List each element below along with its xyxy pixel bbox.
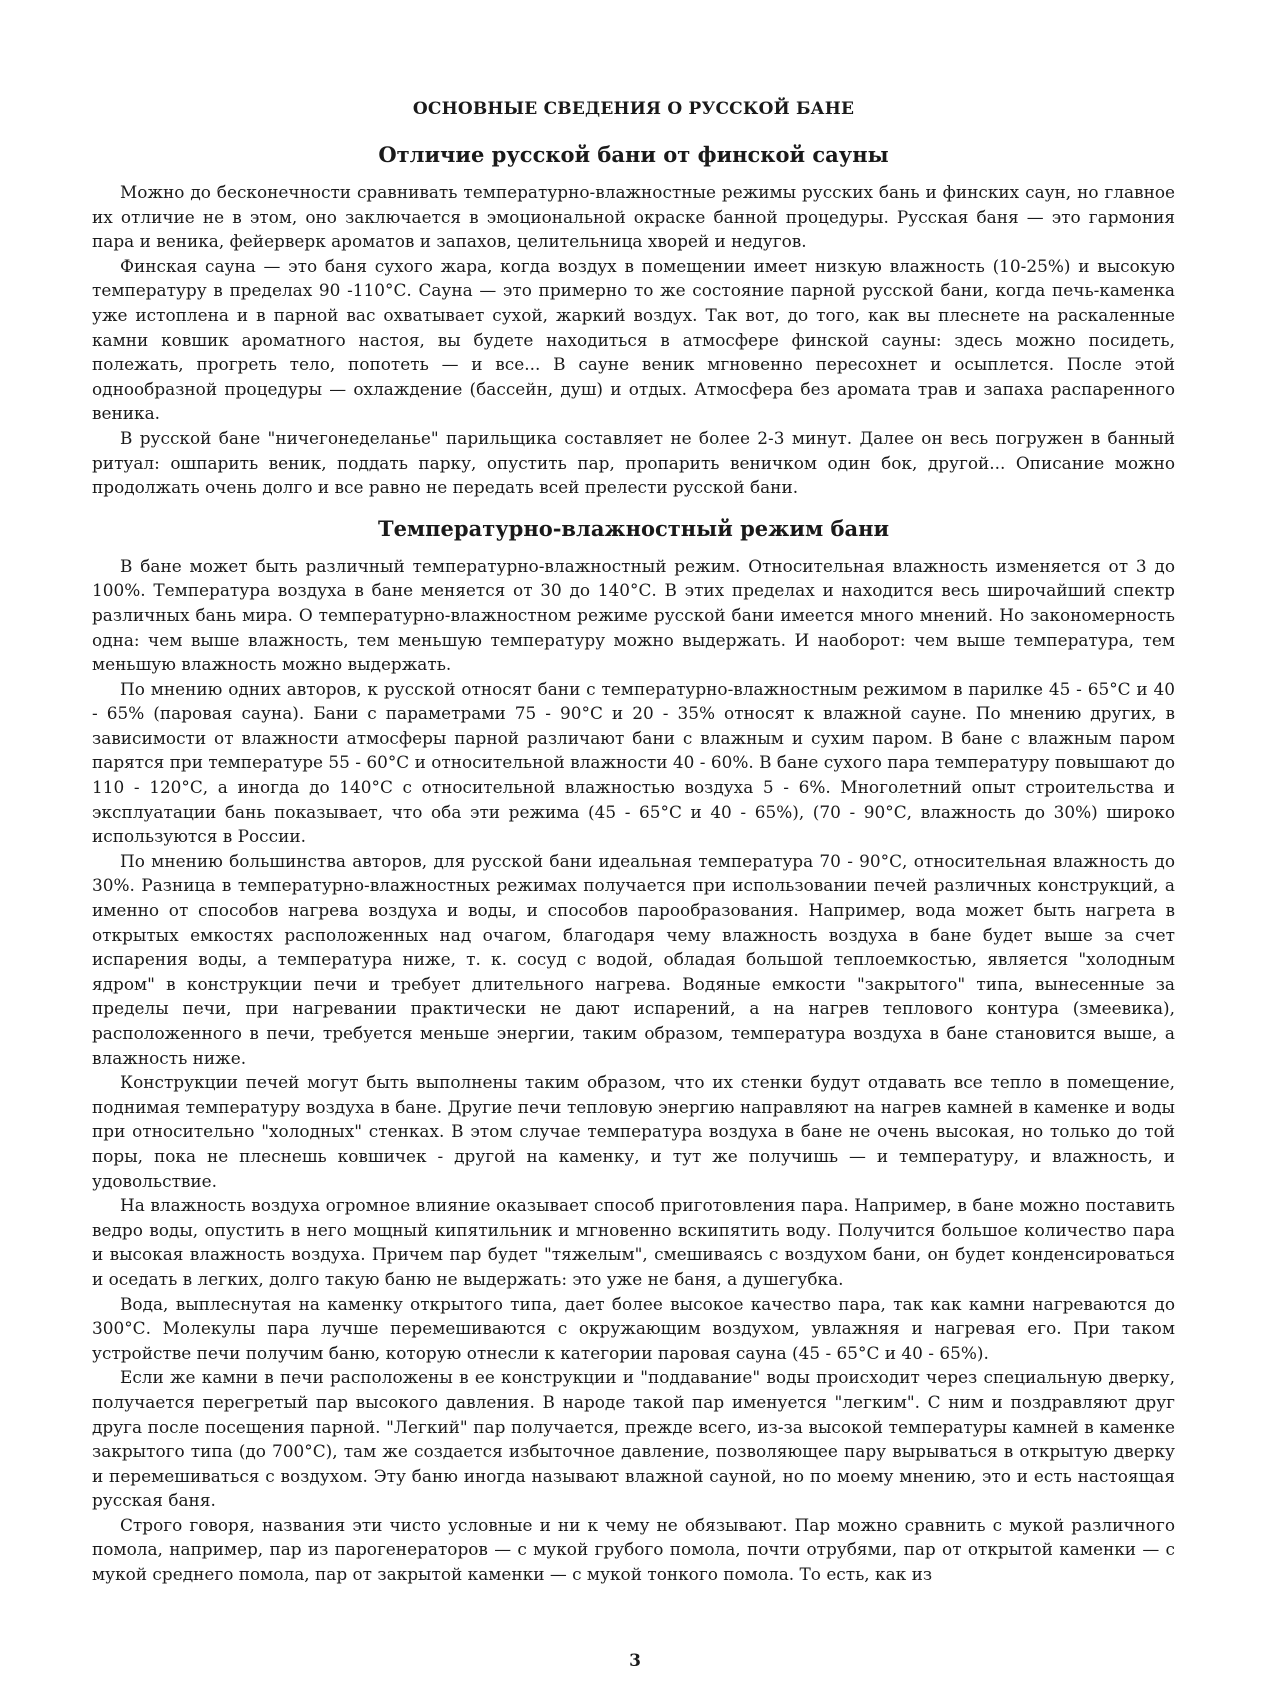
chapter-title: ОСНОВНЫЕ СВЕДЕНИЯ О РУССКОЙ БАНЕ [412,99,855,119]
section-title-1: Отличие русской бани от финской сауны [378,142,889,167]
paragraph: Конструкции печей могут быть выполнены таким образом, что их стенки будут отдавать все тепло в помещение, поднимая температуру воздуха в бане. Другие печи тепловую энергию направляют на нагрев камней в каменке и воды при относительно "холодных" стенках. В этом случае температура воздуха в бане не очень высокая, но только до той поры, пока не плеснешь ковшичек - другой на каменку, и тут же получишь — и температуру, и влажность, и удовольствие. [92,1072,1175,1191]
paragraph: В русской бане "ничегонеделанье" парильщика составляет не более 2-3 минут. Далее он весь погружен в банный ритуал: ошпарить веник, поддать парку, опустить пар, пропарить веничком один бок, другой... Описание можно продолжать очень долго и все равно не передать всей прелести русской бани. [92,427,1175,498]
paragraph: На влажность воздуха огромное влияние оказывает способ приготовления пара. Например, в бане можно поставить ведро воды, опустить в него мощный кипятильник и мгновенно вскипятить воду. Получится большое количество пара и высокая влажность воздуха. Причем пар будет "тяжелым", смешиваясь с воздухом бани, он будет конденсироваться и оседать в легких, долго такую баню не выдержать: это уже не баня, а душегубка. [92,1195,1175,1289]
paragraph: Если же камни в печи расположены в ее конструкции и "поддавание" воды происходит через специальную дверку, получается перегретый пар высокого давления. В народе такой пар именуется "легким". С ним и поздравляют друг друга после посещения парной. "Легкий" пар получается, прежде всего, из-за высокой температуры камней в каменке закрытого типа (до 700°С), там же создается избыточное давление, позволяющее пару вырываться в открытую дверку и перемешиваться с воздухом. Эту баню иногда называют влажной сауной, но по моему мнению, это и есть настоящая русская баня. [92,1367,1175,1511]
page-number: 3 [629,1651,641,1671]
paragraph: По мнению одних авторов, к русской относят бани с температурно-влажностным режимом в парилке 45 - 65°С и 40 - 65% (паровая сауна). Бани с параметрами 75 - 90°С и 20 - 35% относят к влажной сауне. По мнению других, в зависимости от влажности атмосферы парной различают бани с влажным и сухим паром. В бане с влажным паром парятся при температуре 55 - 60°С и относительной влажности 40 - 60%. В бане сухого пара температуру повышают до 110 - 120°С, а иногда до 140°С с относительной влажностью воздуха 5 - 6%. Многолетний опыт строительства и эксплуатации бань показывает, что оба эти режима (45 - 65°С и 40 - 65%), (70 - 90°С, влажность до 30%) широко используются в России. [92,678,1175,847]
page-content [92,98,1175,1587]
paragraph: По мнению большинства авторов, для русской бани идеальная температура 70 - 90°С, относительная влажность до 30%. Разница в температурно-влажностных режимах получается при использовании печей различных конструкций, а именно от способов нагрева воздуха и воды, и способов парообразования. Например, вода может быть нагрета в открытых емкостях расположенных над очагом, благодаря чему влажность воздуха в бане будет выше за счет испарения воды, а температура ниже, т. к. сосуд с водой, обладая большой теплоемкостью, является "холодным ядром" в конструкции печи и требует длительного нагрева. Водяные емкости "закрытого" типа, вынесенные за пределы печи, при нагревании практически не дают испарений, а на нагрев теплового контура (змеевика), расположенного в печи, требуется меньше энергии, таким образом, температура воздуха в бане становится выше, а влажность ниже. [92,850,1175,1068]
paragraph: Финская сауна — это баня сухого жара, когда воздух в помещении имеет низкую влажность (10-25%) и высокую температуру в пределах 90 -110°С. Сауна — это примерно то же состояние парной русской бани, когда печь-каменка уже истоплена и в парной вас охватывает сухой, жаркий воздух. Так вот, до того, как вы плеснете на раскаленные камни ковшик ароматного настоя, вы будете находиться в атмосфере финской сауны: здесь можно посидеть, полежать, прогреть тело, попотеть — и все... В сауне веник мгновенно пересохнет и осыплется. После этой однообразной процедуры — охлаждение (бассейн, душ) и отдых. Атмосфера без аромата трав и запаха распаренного веника. [92,255,1175,424]
paragraph: Можно до бесконечности сравнивать температурно-влажностные режимы русских бань и финских саун, но главное их отличие не в этом, оно заключается в эмоциональной окраске банной процедуры. Русская баня — это гармония пара и веника, фейерверк ароматов и запахов, целительница хворей и недугов. [92,182,1175,252]
paragraph: В бане может быть различный температурно-влажностный режим. Относительная влажность изменяется от 3 до 100%. Температура воздуха в бане меняется от 30 до 140°С. В этих пределах и находится весь широчайший спектр различных бань мира. О температурно-влажностном режиме русской бани имеется много мнений. Но закономерность одна: чем выше влажность, тем меньшую температуру можно выдержать. И наоборот: чем выше температура, тем меньшую влажность можно выдержать. [92,555,1175,675]
paragraph: Строго говоря, названия эти чисто условные и ни к чему не обязывают. Пар можно сравнить с мукой различного помола, например, пар из парогенераторов — с мукой грубого помола, почти отрубями, пар от открытой каменки — с мукой среднего помола, пар от закрытой каменки — с мукой тонкого помола. То есть, как из [92,1514,1175,1585]
section-title-2: Температурно-влажностный режим бани [377,515,890,541]
paragraph: Вода, выплеснутая на каменку открытого типа, дает более высокое качество пара, так как камни нагреваются до 300°С. Молекулы пара лучше перемешиваются с окружающим воздухом, увлажняя и нагревая его. При таком устройстве печи получим баню, которую отнесли к категории паровая сауна (45 - 65°С и 40 - 65%). [92,1293,1175,1363]
